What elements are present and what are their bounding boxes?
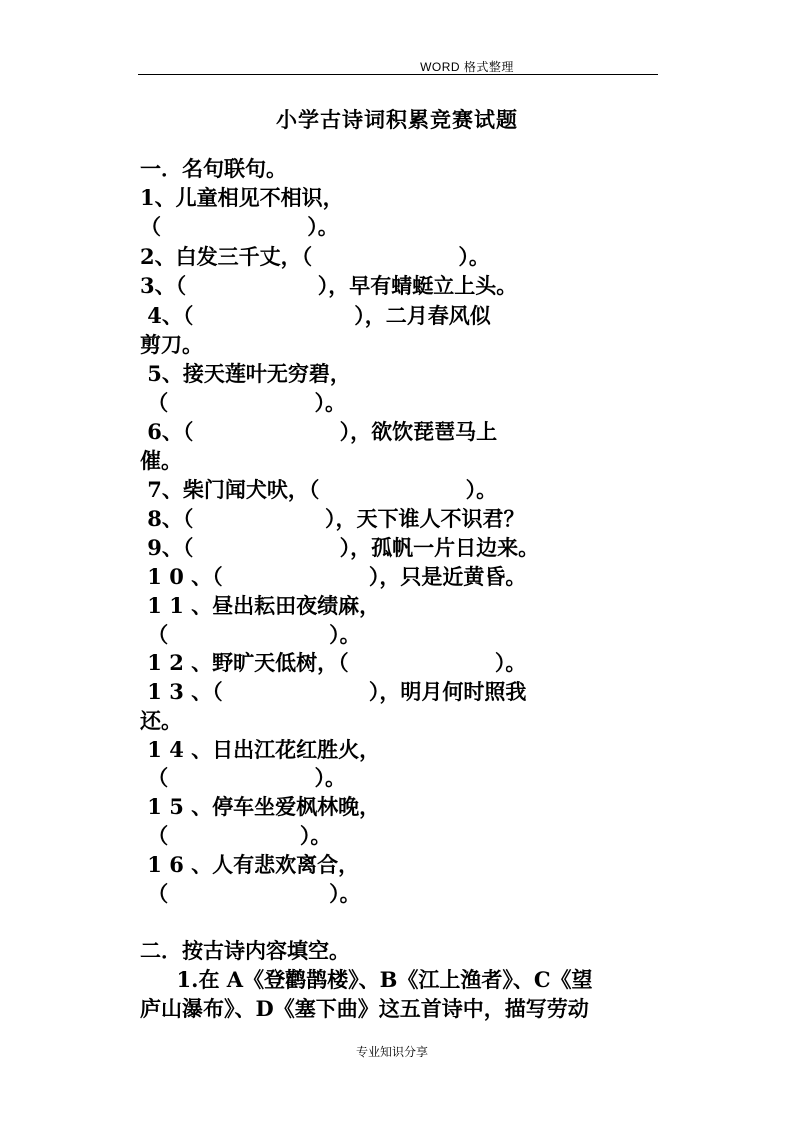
question-line: 2、白发三千丈，（ ）。 (140, 244, 490, 269)
question-line: 3、（ ），早有蜻蜓立上头。 (140, 273, 518, 298)
answer-blank-line: （ ）。 (140, 765, 347, 790)
question-line: 8、（ ），天下谁人不识君？ (140, 506, 525, 531)
answer-blank-line: （ ）。 (140, 881, 361, 906)
question-line-continuation: 还。 (140, 708, 182, 733)
question-line-continuation: 庐山瀑布》、D《塞下曲》这五首诗中，描写劳动 (140, 996, 589, 1021)
question-line: 9、（ ），孤帆一片日边来。 (140, 535, 540, 560)
question-line: 1 0 、（ ），只是近黄昏。 (140, 564, 527, 589)
answer-blank-line: （ ）。 (140, 390, 347, 415)
header-divider (138, 74, 658, 75)
answer-blank-line: （ ）。 (140, 622, 361, 647)
document-title: 小学古诗词积累竞赛试题 (276, 107, 518, 132)
section-heading-2: 二．按古诗内容填空。 (140, 938, 350, 963)
question-line: 1 1 、昼出耘田夜绩麻， (140, 593, 381, 618)
question-line: 1、儿童相见不相识， (140, 185, 344, 210)
question-line: 1 4 、日出江花红胜火， (140, 737, 381, 762)
answer-blank-line: （ ）。 (140, 823, 332, 848)
page-header: WORD 格式整理 (420, 60, 514, 74)
question-line: 1 6 、人有悲欢离合， (140, 852, 360, 877)
answer-blank-line: （ ）。 (140, 214, 339, 239)
question-line: 1.在 A《登鹳鹊楼》、B《江上渔者》、C《望 (140, 967, 593, 992)
page-footer: 专业知识分享 (355, 1045, 428, 1059)
question-line: 1 3 、（ ），明月何时照我 (140, 679, 527, 704)
question-line-continuation: 催。 (140, 448, 182, 473)
question-line: 5、接天莲叶无穷碧， (140, 361, 351, 386)
question-line: 1 5 、停车坐爱枫林晚， (140, 794, 381, 819)
section-heading-1: 一．名句联句。 (140, 156, 287, 181)
question-line: 1 2 、野旷天低树，（ ）。 (140, 650, 527, 675)
question-line: 6、（ ），欲饮琵琶马上 (140, 419, 498, 444)
question-line: 4、（ ），二月春风似 (140, 303, 491, 328)
question-line: 7、柴门闻犬吠，（ ）。 (140, 477, 498, 502)
question-line-continuation: 剪刀。 (140, 332, 203, 357)
